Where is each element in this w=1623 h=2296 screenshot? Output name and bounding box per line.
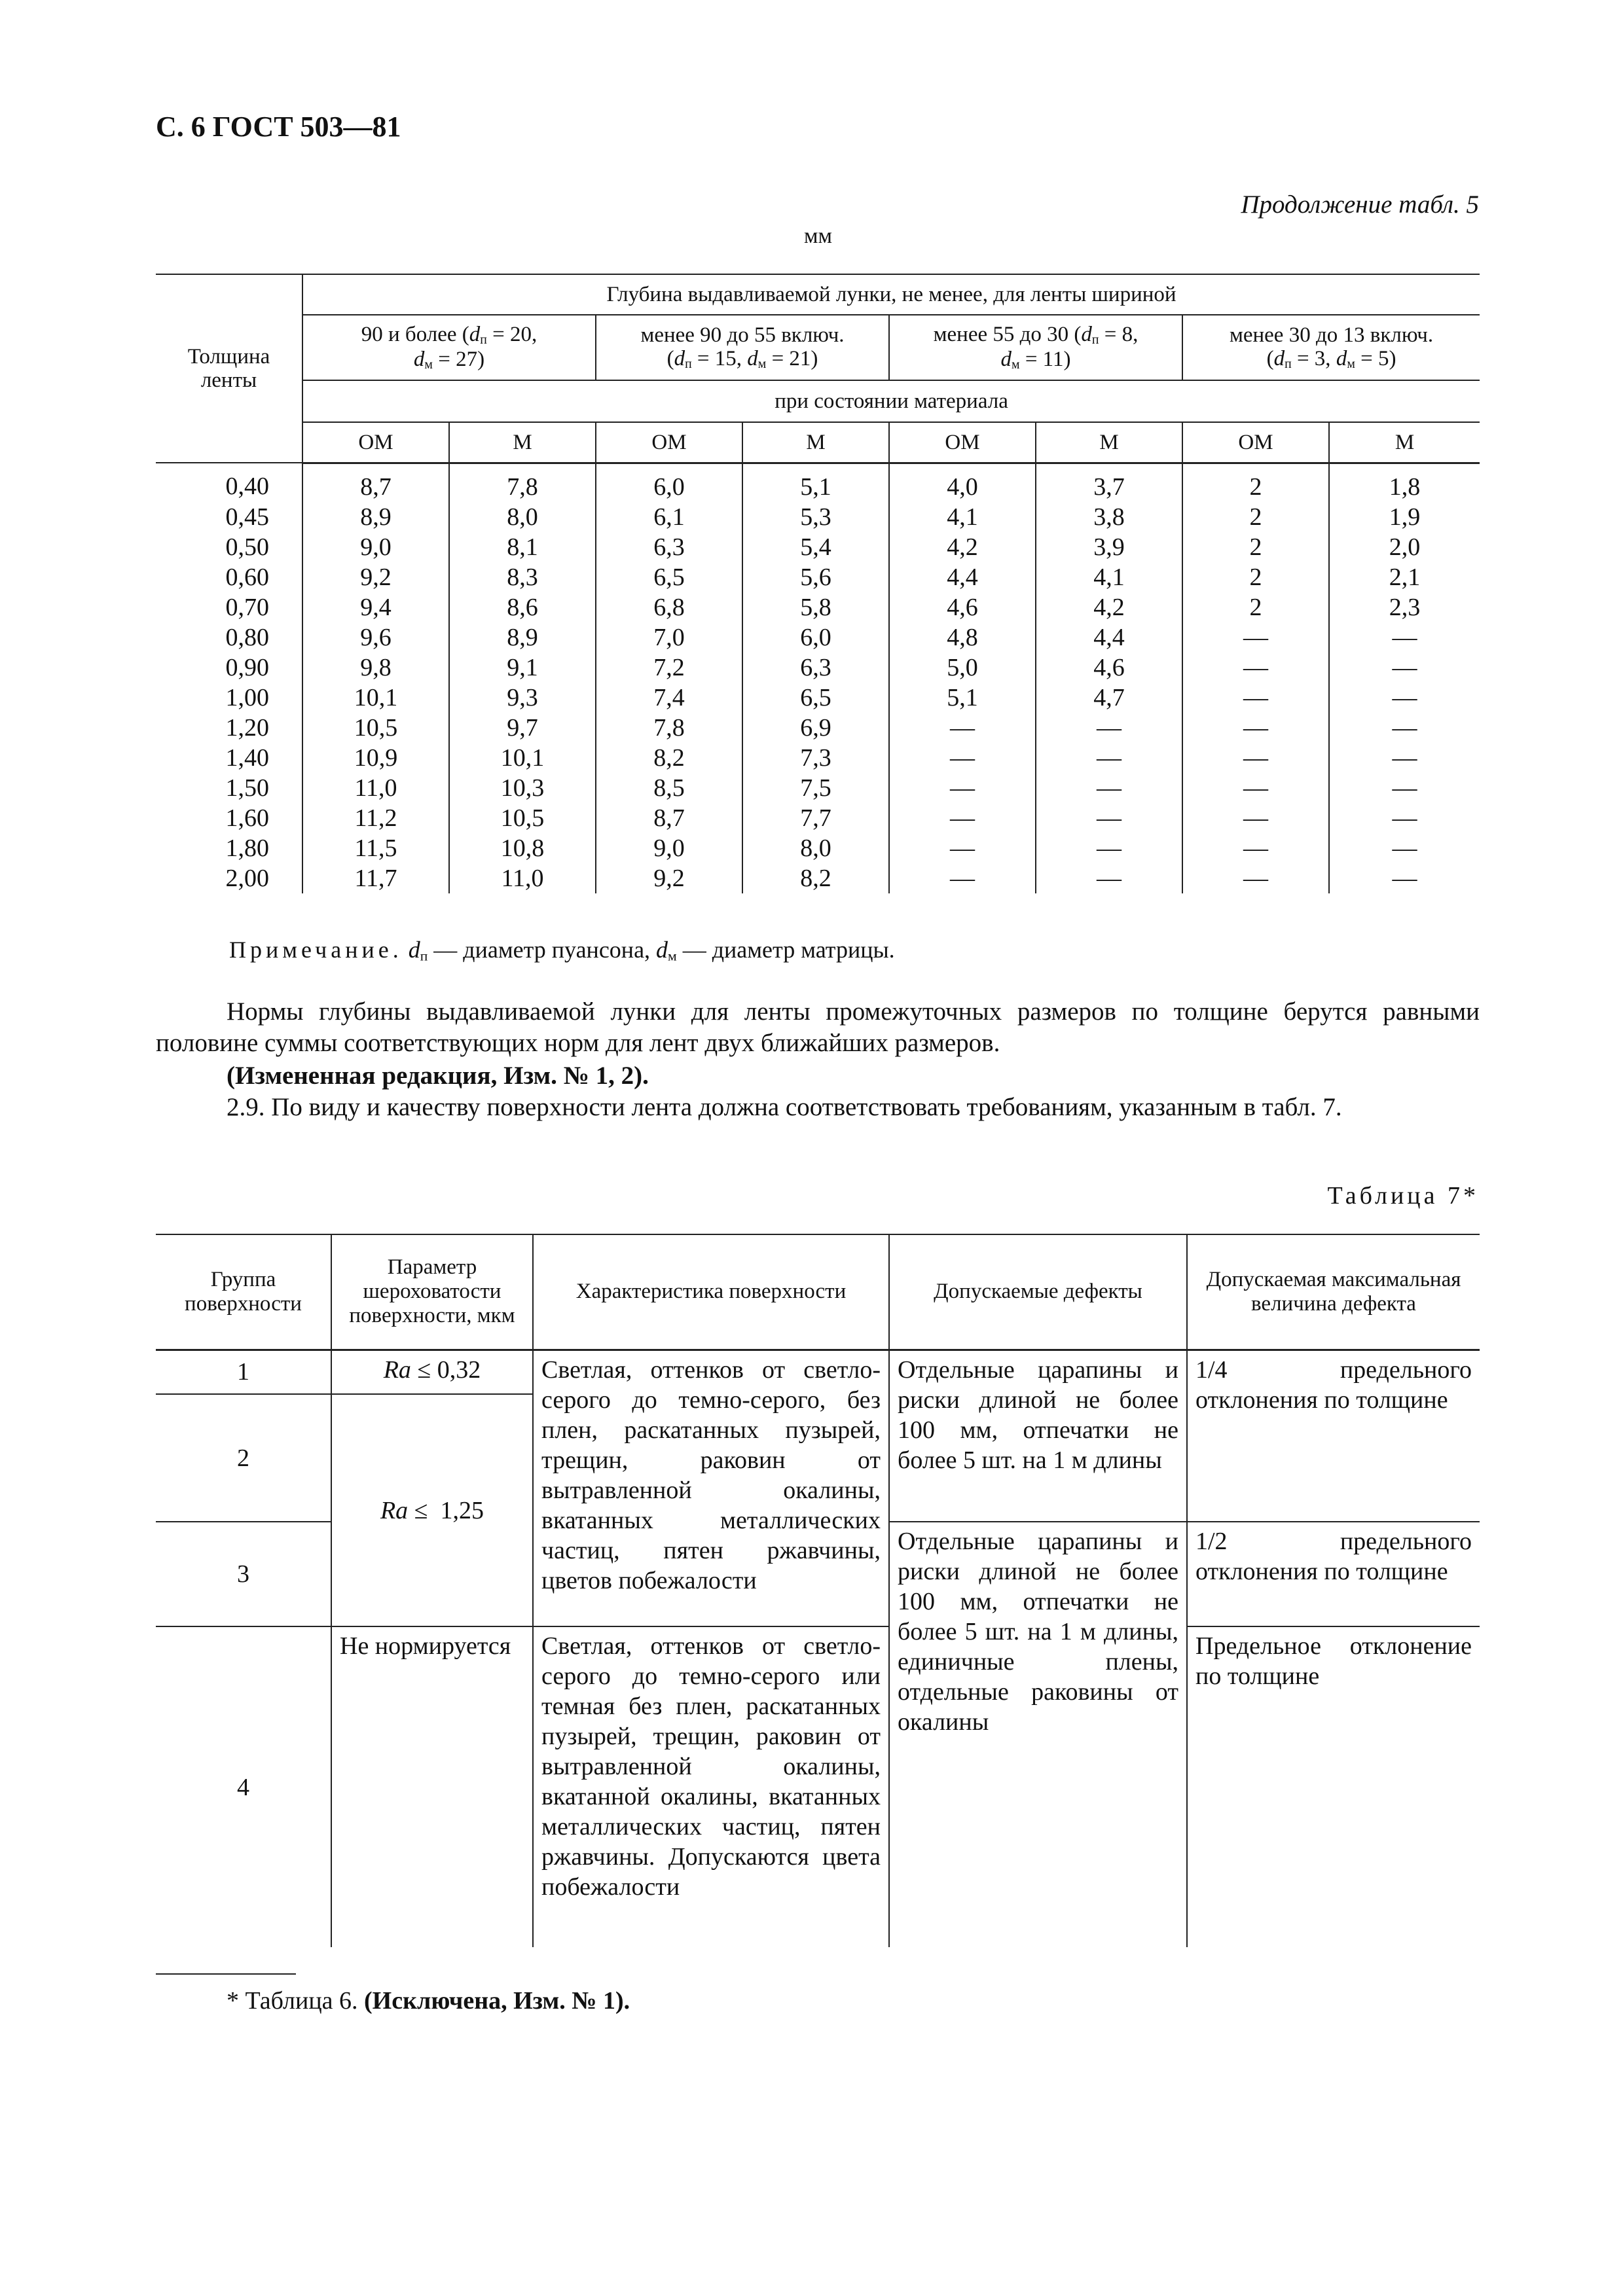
depth-cell: —	[1329, 863, 1480, 893]
depth-cell: —	[1329, 773, 1480, 803]
t7-defects-12: Отдельные царапины и риски длиной не более 100 мм, отпечатки не более 5 шт. на 1 м длины	[889, 1350, 1187, 1522]
depth-cell: 9,2	[302, 562, 449, 592]
depth-cell: —	[1329, 683, 1480, 713]
depth-cell: 8,7	[596, 803, 742, 833]
depth-cell: 11,2	[302, 803, 449, 833]
depth-cell: 5,4	[742, 532, 889, 562]
width-header-2: менее 90 до 55 включ. ($d_п = 15$, $d_м = 21$)	[596, 315, 889, 380]
depth-cell: 9,1	[449, 653, 596, 683]
depth-cell: 6,3	[596, 532, 742, 562]
depth-cell: 5,1	[742, 463, 889, 502]
t7-ra-4: Не нормируется	[331, 1626, 533, 1947]
depth-cell: 4,4	[889, 562, 1036, 592]
depth-cell: —	[889, 713, 1036, 743]
depth-cell: —	[1036, 833, 1182, 863]
depth-cell: 2	[1182, 562, 1329, 592]
depth-cell: 9,0	[302, 532, 449, 562]
depth-cell: —	[1329, 653, 1480, 683]
state-2: ОМ	[596, 422, 742, 463]
t7-header-group: Группа поверхности	[156, 1234, 331, 1350]
depth-cell: 10,9	[302, 743, 449, 773]
depth-cell: —	[1036, 863, 1182, 893]
depth-cell: 7,0	[596, 622, 742, 653]
depth-cell: 2,1	[1329, 562, 1480, 592]
depth-cell: 6,8	[596, 592, 742, 622]
t7-defects-34: Отдельные царапины и риски длиной не более 100 мм, отпечатки не более 5 шт. на 1 м длины, единичные плены, отдельные раковины от окалины	[889, 1522, 1187, 1947]
thickness-cell: 1,00	[156, 683, 302, 713]
depth-cell: 4,2	[889, 532, 1036, 562]
depth-cell: —	[1036, 773, 1182, 803]
depth-cell: 3,9	[1036, 532, 1182, 562]
depth-cell: 7,7	[742, 803, 889, 833]
depth-cell: 10,5	[302, 713, 449, 743]
depth-cell: 11,0	[449, 863, 596, 893]
unit-label: мм	[804, 224, 833, 248]
thickness-cell: 1,60	[156, 803, 302, 833]
thickness-cell: 0,50	[156, 532, 302, 562]
depth-header: Глубина выдавливаемой лунки, не менее, для ленты шириной	[302, 274, 1480, 315]
page-title: С. 6 ГОСТ 503—81	[156, 111, 401, 143]
thickness-cell: 0,90	[156, 653, 302, 683]
t7-ra-1: Ra ≤ 0,32	[331, 1350, 533, 1394]
depth-cell: —	[1182, 743, 1329, 773]
depth-cell: 6,5	[596, 562, 742, 592]
depth-cell: 11,5	[302, 833, 449, 863]
table-row	[156, 463, 1480, 502]
thickness-cell: 2,00	[156, 863, 302, 893]
depth-cell: 2	[1182, 463, 1329, 502]
paragraph-revision: (Измененная редакция, Изм. № 1, 2).	[227, 1062, 649, 1090]
depth-cell: 4,1	[889, 502, 1036, 532]
table-row	[156, 592, 1480, 622]
depth-cell: —	[1182, 863, 1329, 893]
depth-cell: 10,3	[449, 773, 596, 803]
depth-cell: 5,6	[742, 562, 889, 592]
t7-ra-23: Ra ≤ 1,25	[331, 1394, 533, 1626]
thickness-cell: 0,45	[156, 502, 302, 532]
table-7	[156, 1234, 1480, 1947]
depth-cell: 8,5	[596, 773, 742, 803]
table-note	[229, 936, 895, 964]
width-header-1: 90 и более ($d_п = 20$, $d_м = 27$)	[302, 315, 596, 380]
table-row	[156, 683, 1480, 713]
t7-header-roughness: Параметр шероховатости поверхности, мкм	[331, 1234, 533, 1350]
depth-cell: —	[1182, 683, 1329, 713]
depth-cell: —	[1182, 653, 1329, 683]
depth-cell: —	[889, 833, 1036, 863]
depth-cell: 4,8	[889, 622, 1036, 653]
depth-cell: 6,9	[742, 713, 889, 743]
depth-cell: 7,8	[449, 463, 596, 502]
depth-cell: 7,5	[742, 773, 889, 803]
depth-cell: —	[1036, 803, 1182, 833]
depth-cell: 5,3	[742, 502, 889, 532]
depth-cell: 6,5	[742, 683, 889, 713]
t7-header-characteristic: Характеристика поверхности	[533, 1234, 889, 1350]
table-row	[156, 502, 1480, 532]
table-row	[156, 622, 1480, 653]
thickness-cell: 1,40	[156, 743, 302, 773]
footnote-text: * Таблица 6.	[227, 1987, 358, 2015]
state-6: ОМ	[1182, 422, 1329, 463]
depth-cell: 4,1	[1036, 562, 1182, 592]
depth-cell: 8,9	[449, 622, 596, 653]
depth-cell: —	[889, 773, 1036, 803]
width-header-3: менее 55 до 30 ($d_п = 8$, $d_м = 11$)	[889, 315, 1182, 380]
depth-cell: 8,9	[302, 502, 449, 532]
depth-cell: 4,4	[1036, 622, 1182, 653]
col-thickness: Толщина ленты	[156, 274, 302, 463]
depth-cell: 11,0	[302, 773, 449, 803]
depth-cell: 9,6	[302, 622, 449, 653]
table-row	[156, 833, 1480, 863]
depth-cell: 8,7	[302, 463, 449, 502]
depth-cell: —	[1182, 833, 1329, 863]
table-row	[156, 713, 1480, 743]
depth-cell: 5,1	[889, 683, 1036, 713]
paragraph-2-9: 2.9. По виду и качеству поверхности лента должна соответствовать требованиям, указанным в табл. 7.	[227, 1093, 1342, 1121]
thickness-cell: 0,80	[156, 622, 302, 653]
depth-cell: 4,0	[889, 463, 1036, 502]
state-1: М	[449, 422, 596, 463]
table-5	[156, 274, 1480, 893]
depth-cell: 9,3	[449, 683, 596, 713]
footnote-divider	[156, 1973, 296, 1975]
table-row	[156, 773, 1480, 803]
depth-cell: 4,6	[889, 592, 1036, 622]
depth-cell: 2	[1182, 532, 1329, 562]
note-text: $d_п$ — диаметр пуансона, $d_м$ — диаметр матрицы.	[408, 937, 895, 964]
depth-cell: 8,1	[449, 532, 596, 562]
state-4: ОМ	[889, 422, 1036, 463]
note-label: Примечание.	[229, 937, 403, 963]
depth-cell: 2,0	[1329, 532, 1480, 562]
depth-cell: —	[1182, 622, 1329, 653]
t7-group-1: 1	[156, 1350, 331, 1394]
thickness-cell: 1,20	[156, 713, 302, 743]
t7-group-2: 2	[156, 1394, 331, 1522]
t7-characteristic-4: Светлая, оттенков от светло-серого до темно-серого или темная без плен, раскатанных пузырей, трещин, раковин от вытравленной окалины, вкатанной окалины, вкатанных металлических частиц, пятен ржавчины. Допускаются цвета побежалости	[533, 1626, 889, 1947]
paragraph-norms: Нормы глубины выдавливаемой лунки для ленты промежуточных размеров по толщине берутся равными половине суммы соответствующих норм для лент двух ближайших размеров.	[156, 997, 1480, 1057]
table-row	[156, 803, 1480, 833]
depth-cell: —	[1182, 803, 1329, 833]
state-0: ОМ	[302, 422, 449, 463]
depth-cell: 5,0	[889, 653, 1036, 683]
t7-max-4: Предельное отклонение по толщине	[1187, 1626, 1480, 1947]
depth-cell: 9,4	[302, 592, 449, 622]
depth-cell: 3,7	[1036, 463, 1182, 502]
state-7: М	[1329, 422, 1480, 463]
t7-header-defects: Допускаемые дефекты	[889, 1234, 1187, 1350]
footnote-bold: (Исключена, Изм. № 1).	[364, 1987, 630, 2015]
depth-cell: 2	[1182, 502, 1329, 532]
depth-cell: 2,3	[1329, 592, 1480, 622]
depth-cell: —	[1036, 743, 1182, 773]
table-row	[156, 562, 1480, 592]
depth-cell: —	[1329, 713, 1480, 743]
depth-cell: —	[1036, 713, 1182, 743]
depth-cell: —	[1182, 773, 1329, 803]
depth-cell: 10,5	[449, 803, 596, 833]
depth-cell: 10,1	[449, 743, 596, 773]
depth-cell: 9,7	[449, 713, 596, 743]
depth-cell: 10,1	[302, 683, 449, 713]
depth-cell: 4,7	[1036, 683, 1182, 713]
depth-cell: 6,1	[596, 502, 742, 532]
depth-cell: 1,9	[1329, 502, 1480, 532]
t7-group-4: 4	[156, 1626, 331, 1947]
depth-cell: 8,2	[742, 863, 889, 893]
t7-group-3: 3	[156, 1522, 331, 1626]
thickness-cell: 0,40	[156, 463, 302, 502]
depth-cell: 3,8	[1036, 502, 1182, 532]
table-row	[156, 863, 1480, 893]
table-row	[156, 653, 1480, 683]
t7-max-12: 1/4 предельного отклонения по толщине	[1187, 1350, 1480, 1522]
depth-cell: —	[1329, 622, 1480, 653]
width-header-4: менее 30 до 13 включ. ($d_п = 3$, $d_м = 5$)	[1182, 315, 1480, 380]
depth-cell: —	[889, 743, 1036, 773]
depth-cell: —	[889, 863, 1036, 893]
depth-cell: 1,8	[1329, 463, 1480, 502]
table-row	[156, 743, 1480, 773]
depth-cell: 8,3	[449, 562, 596, 592]
state-3: М	[742, 422, 889, 463]
depth-cell: 8,0	[742, 833, 889, 863]
depth-cell: —	[1329, 743, 1480, 773]
depth-cell: —	[1329, 833, 1480, 863]
depth-cell: 6,3	[742, 653, 889, 683]
depth-cell: 4,6	[1036, 653, 1182, 683]
table-7-caption: Таблица 7*	[1327, 1182, 1479, 1210]
depth-cell: —	[889, 803, 1036, 833]
state-5: М	[1036, 422, 1182, 463]
footnote	[227, 1986, 630, 2015]
depth-cell: 6,0	[596, 463, 742, 502]
depth-cell: 8,0	[449, 502, 596, 532]
depth-cell: 8,2	[596, 743, 742, 773]
depth-cell: 7,8	[596, 713, 742, 743]
depth-cell: 9,2	[596, 863, 742, 893]
depth-cell: 10,8	[449, 833, 596, 863]
thickness-cell: 1,80	[156, 833, 302, 863]
table-row	[156, 532, 1480, 562]
depth-cell: 6,0	[742, 622, 889, 653]
table-continuation-label: Продолжение табл. 5	[1241, 190, 1479, 219]
depth-cell: 4,2	[1036, 592, 1182, 622]
depth-cell: 7,4	[596, 683, 742, 713]
depth-cell: 2	[1182, 592, 1329, 622]
t7-header-max: Допускаемая максимальная величина дефекта	[1187, 1234, 1480, 1350]
depth-cell: —	[1182, 713, 1329, 743]
state-header: при состоянии материала	[302, 380, 1480, 422]
thickness-cell: 1,50	[156, 773, 302, 803]
thickness-cell: 0,60	[156, 562, 302, 592]
depth-cell: —	[1329, 803, 1480, 833]
depth-cell: 5,8	[742, 592, 889, 622]
depth-cell: 9,8	[302, 653, 449, 683]
depth-cell: 7,3	[742, 743, 889, 773]
thickness-cell: 0,70	[156, 592, 302, 622]
t7-max-3: 1/2 предельного отклонения по толщине	[1187, 1522, 1480, 1626]
depth-cell: 8,6	[449, 592, 596, 622]
t7-characteristic-123: Светлая, оттенков от светло-серого до темно-серого, без плен, раскатанных пузырей, трещин, раковин от вытравленной окалины, вкатанных металлических частиц, пятен ржавчины, цветов побежалости	[533, 1350, 889, 1626]
depth-cell: 11,7	[302, 863, 449, 893]
depth-cell: 9,0	[596, 833, 742, 863]
depth-cell: 7,2	[596, 653, 742, 683]
